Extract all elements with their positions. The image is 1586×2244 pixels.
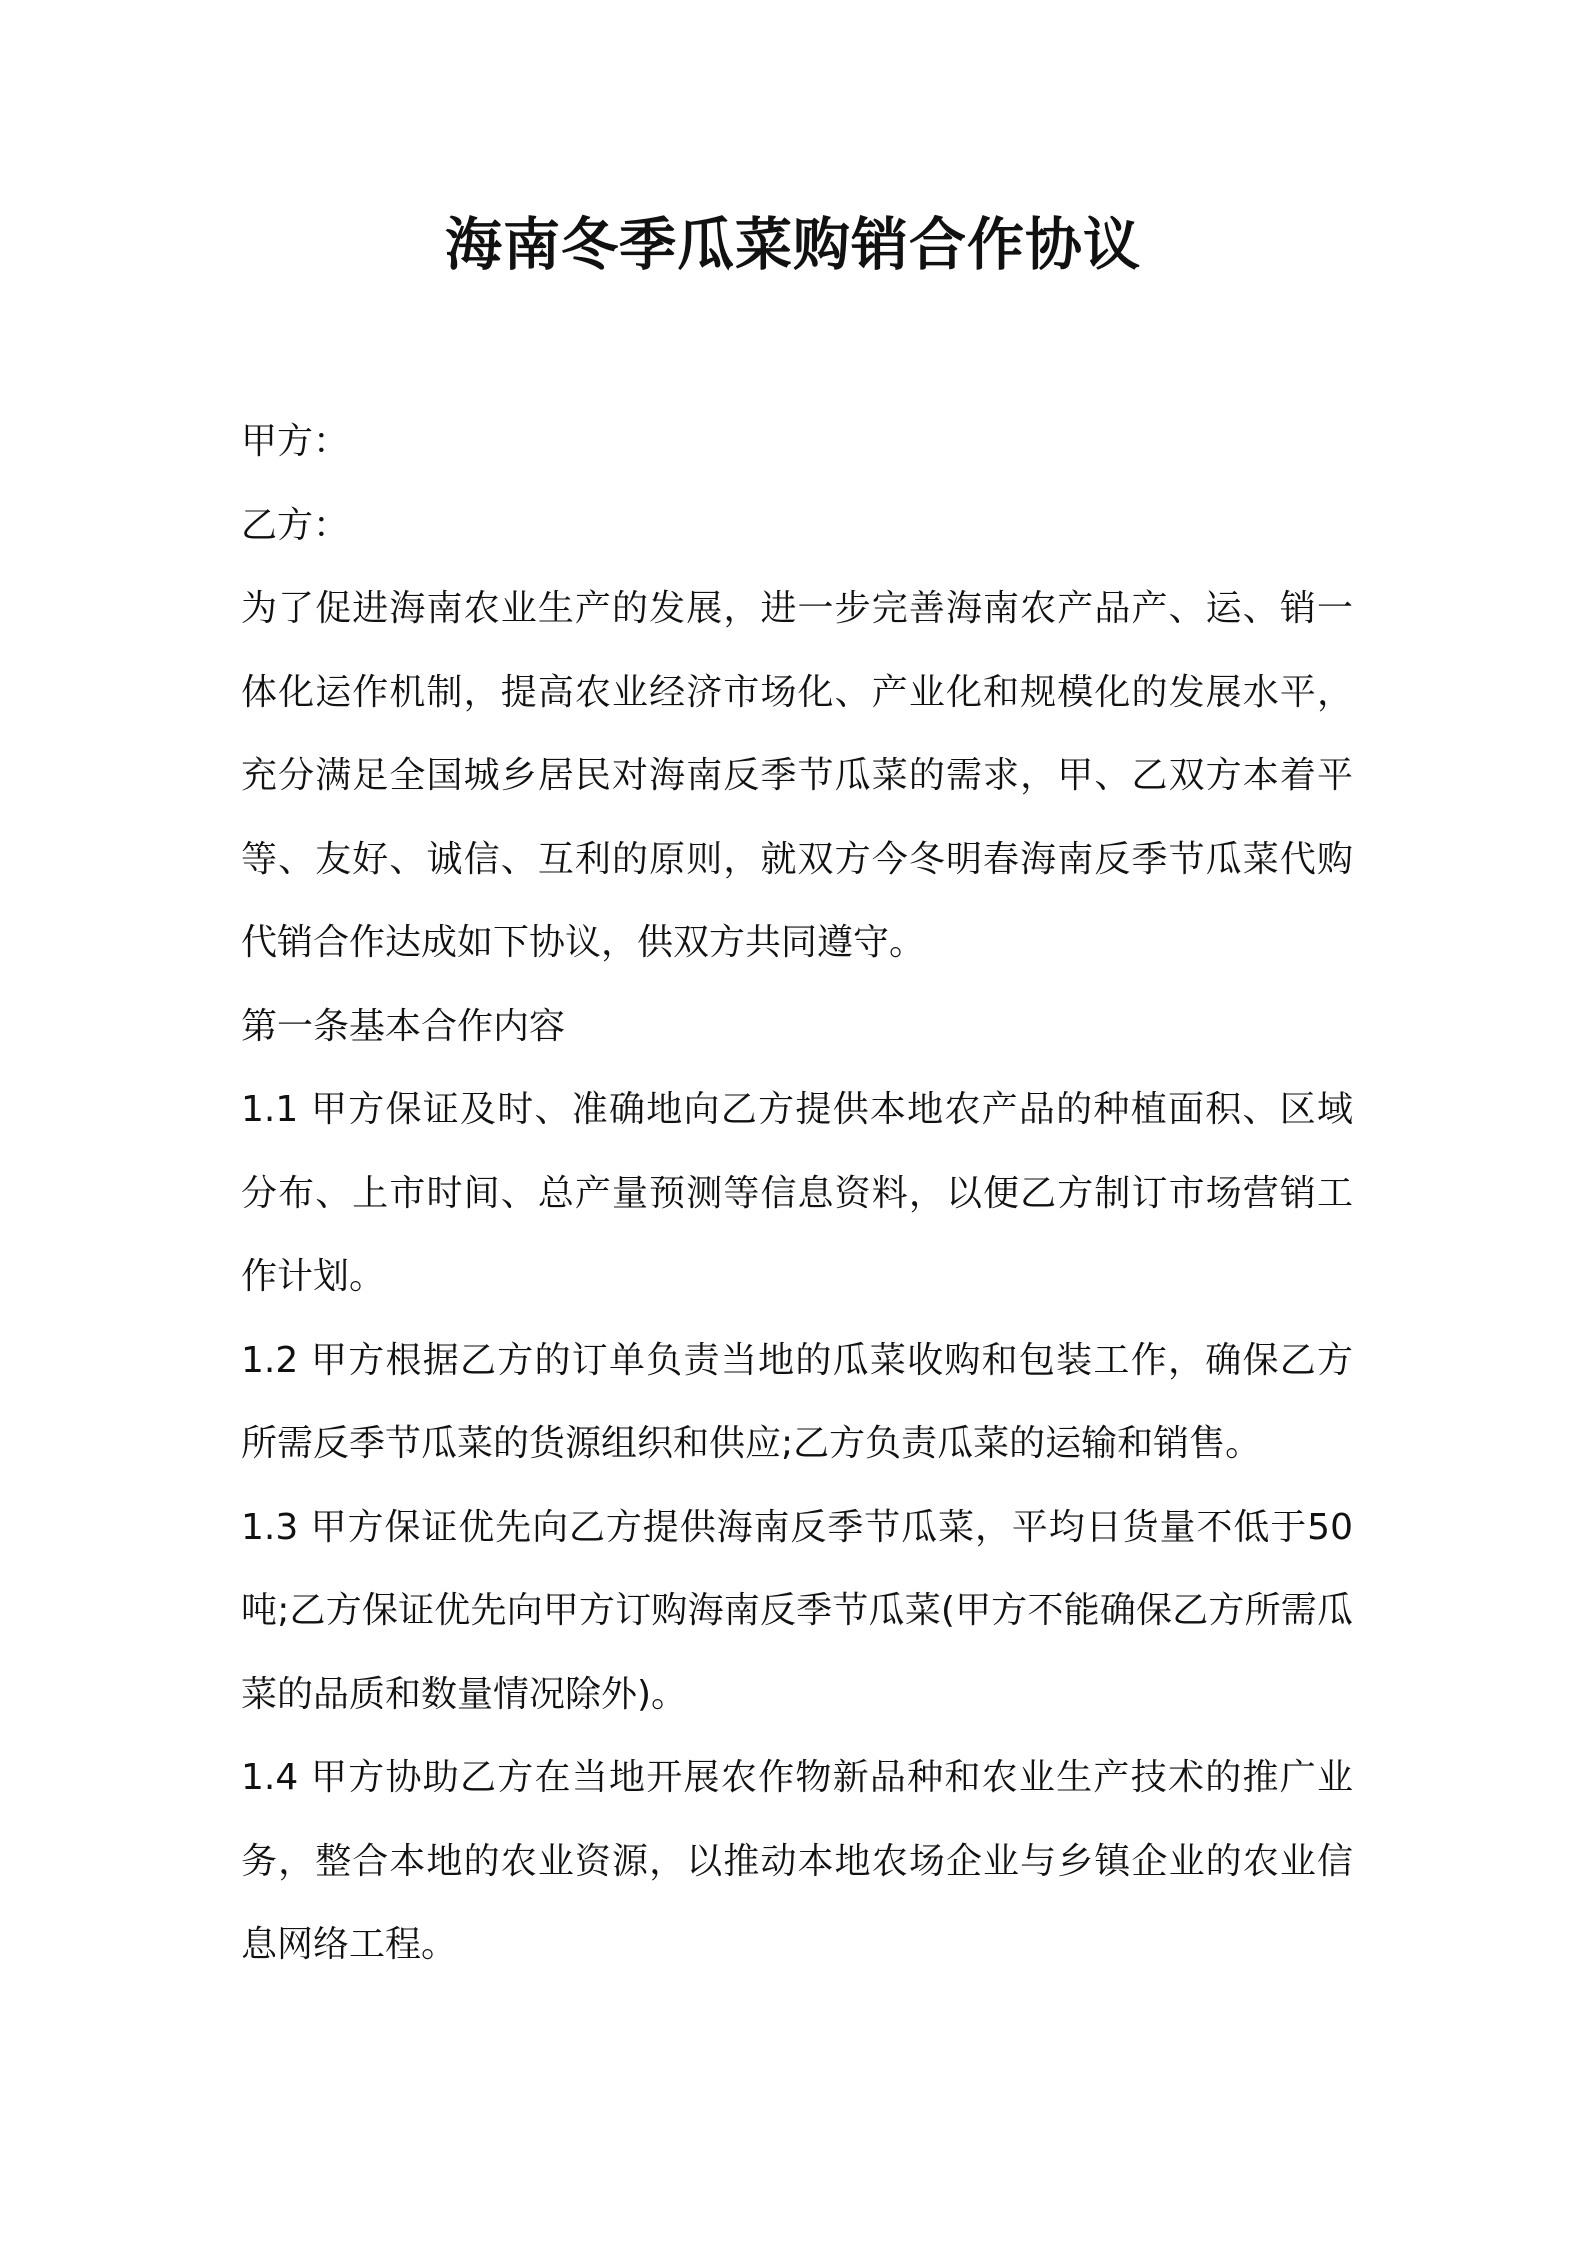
- document-title: 海南冬季瓜菜购销合作协议: [445, 212, 1141, 278]
- party-a-line: 甲方：: [241, 421, 350, 462]
- article-1-heading: 第一条基本合作内容: [241, 1005, 566, 1047]
- preamble-paragraph: 为了促进海南农业生产的发展，进一步完善海南农产品产、运、销一体化运作机制，提高农业经济市场化、产业化和规模化的发展水平，充分满足全国城乡居民对海南反季节瓜菜的需求，甲、乙双方本着平等、友好、诚信、互利的原则，就双方今冬明春海南反季节瓜菜代购代销合作达成如下协议，供双方共同遵守。: [241, 588, 1353, 963]
- party-b-line: 乙方：: [241, 504, 350, 546]
- clause-1-2: 1.2 甲方根据乙方的订单负责当地的瓜菜收购和包装工作，确保乙方所需反季节瓜菜的货源组织和供应;乙方负责瓜菜的运输和销售。: [241, 1339, 1353, 1464]
- clause-1-4: 1.4 甲方协助乙方在当地开展农作物新品种和农业生产技术的推广业务，整合本地的农业资源，以推动本地农场企业与乡镇企业的农业信息网络工程。: [241, 1757, 1353, 1965]
- clause-1-1: 1.1 甲方保证及时、准确地向乙方提供本地农产品的种植面积、区域分布、上市时间、总产量预测等信息资料，以便乙方制订市场营销工作计划。: [241, 1089, 1353, 1297]
- document-body: [241, 400, 1353, 1987]
- clause-1-3: 1.3 甲方保证优先向乙方提供海南反季节瓜菜，平均日货量不低于50吨;乙方保证优先向甲方订购海南反季节瓜菜(甲方不能确保乙方所需瓜菜的品质和数量情况除外)。: [241, 1506, 1353, 1715]
